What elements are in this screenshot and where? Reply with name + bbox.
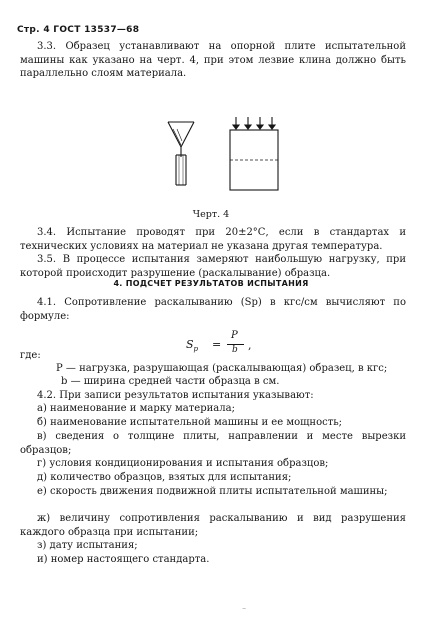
formula-denominator: b — [232, 345, 238, 355]
formula-comma: , — [248, 339, 252, 352]
list-item: д) количество образцов, взятых для испытания; — [37, 472, 292, 483]
page-mark: ⁻ — [242, 606, 247, 615]
specimen-sketch — [230, 117, 278, 190]
figure-caption: Черт. 4 — [192, 209, 230, 220]
list-item: в) сведения о толщине плиты, направлении и месте вырезки образцов; — [20, 431, 406, 456]
list-item: и) номер настоящего стандарта. — [37, 554, 210, 565]
list-item: г) условия кондиционирования и испытания образцов; — [37, 458, 329, 469]
formula-lhs: $S_р$ — [186, 338, 199, 354]
page-header: Стр. 4 ГОСТ 13537—68 — [17, 25, 140, 35]
list-item: а) наименование и марку материала; — [37, 403, 235, 414]
definition-b: b — ширина средней части образца в см. — [61, 376, 280, 387]
paragraph-3-5: 3.5. В процессе испытания замеряют наибольшую нагрузку, при которой происходит разрушение (раскалывание) образца. — [20, 254, 406, 279]
paragraph-3-4: 3.4. Испытание проводят при 20±2°С, если в стандартах и технических условиях на материал не указана другая температура. — [20, 227, 406, 252]
formula — [186, 330, 276, 362]
list-item: е) скорость движения подвижной плиты испытательной машины; — [37, 486, 388, 497]
where-label: где: — [20, 350, 41, 361]
list-item: з) дату испытания; — [37, 540, 138, 551]
formula-equals: = — [212, 338, 222, 351]
definition-p: P — нагрузка, разрушающая (раскалывающая) образец, в кгс; — [56, 363, 388, 374]
paragraph-3-3: 3.3. Образец устанавливают на опорной плите испытательной машины как указано на черт. 4, при этом лезвие клина должно быть параллельно слоям материала. — [20, 41, 406, 79]
list-item: ж) величину сопротивления раскалыванию и вид разрушения каждого образца при испытании; — [20, 513, 406, 538]
section-title: 4. ПОДСЧЕТ РЕЗУЛЬТАТОВ ИСПЫТАНИЯ — [113, 279, 309, 288]
wedge-sketch — [168, 122, 194, 185]
paragraph-4-2: 4.2. При записи результатов испытания указывают: — [37, 390, 314, 401]
figure-wedge-diagram — [160, 117, 290, 217]
paragraph-4-1: 4.1. Сопротивление раскалыванию (Sр) в кгс/см вычисляют по формуле: — [20, 297, 406, 322]
list-item: б) наименование испытательной машины и ее мощность; — [37, 417, 343, 428]
formula-numerator: P — [231, 330, 238, 341]
